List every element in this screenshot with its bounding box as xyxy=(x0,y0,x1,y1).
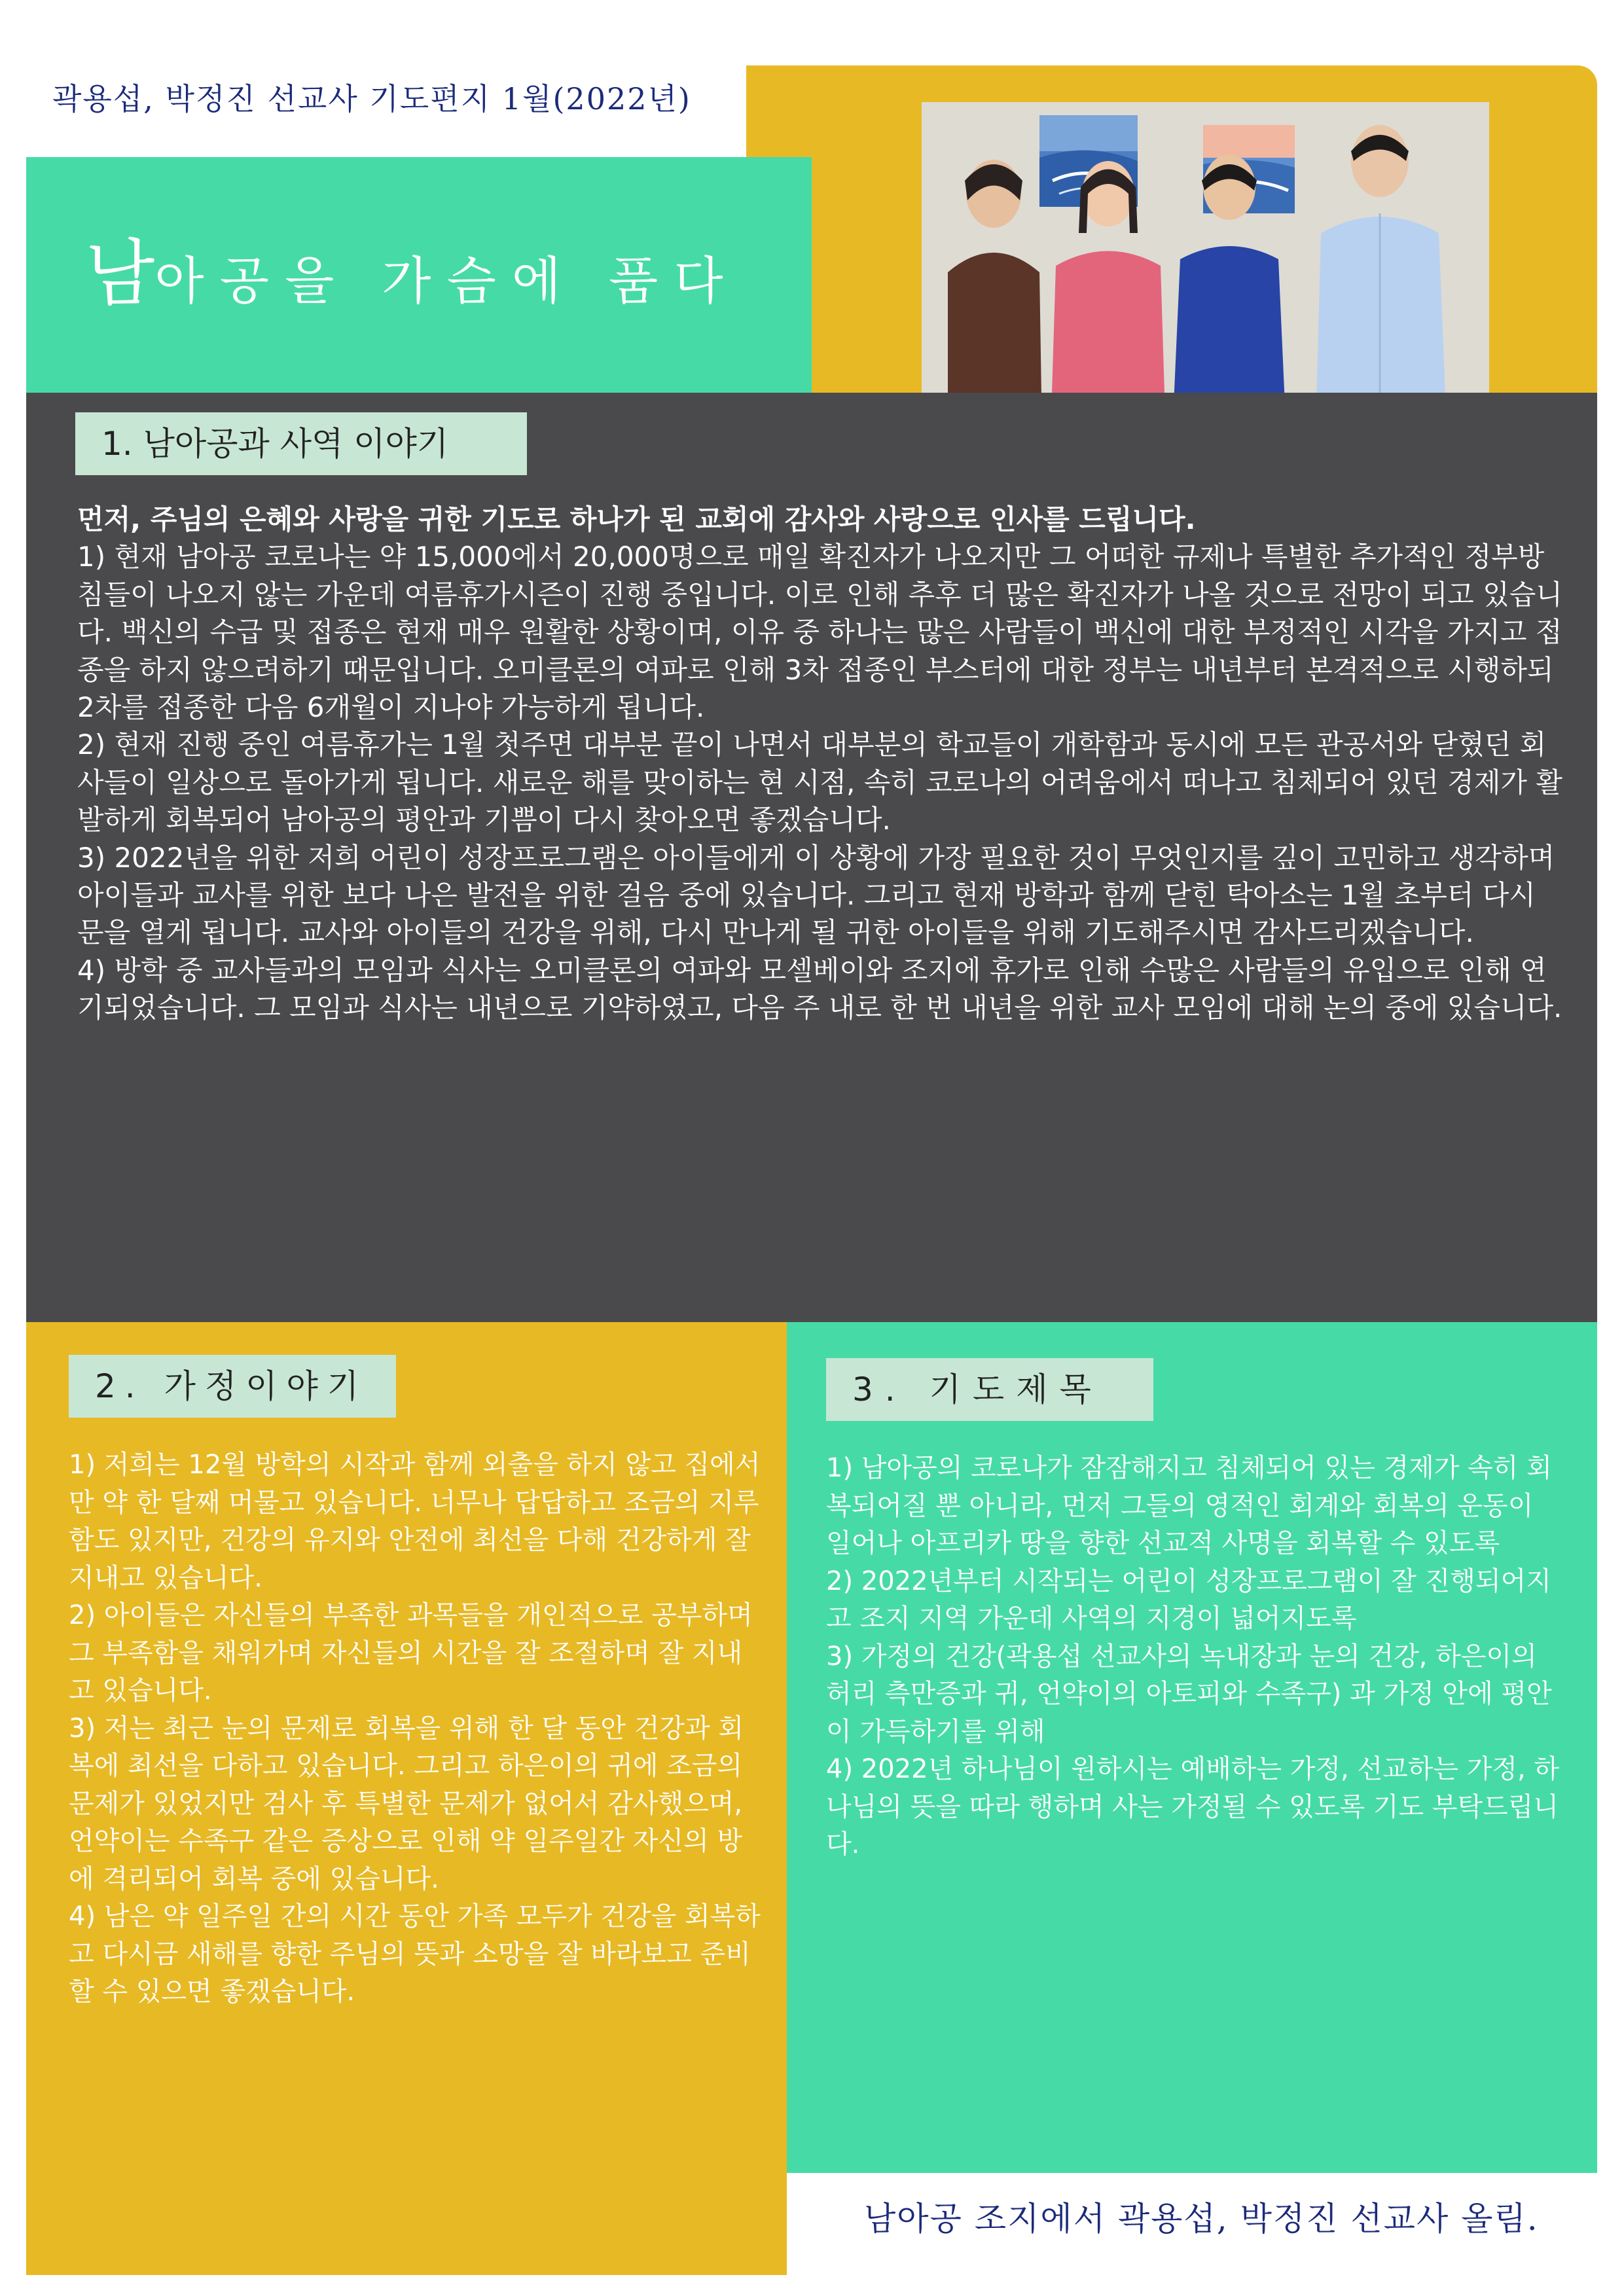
ministry-item: 1) 현재 남아공 코로나는 약 15,000에서 20,000명으로 매일 확진자가 나오지만 그 어떠한 규제나 특별한 추가적인 정부방침들이 나오지 않는 가운데 여름휴가시즌이 진행 중입니다. 이로 인해 추후 더 많은 확진자가 나올 것으로 전망이 되고 있습니다. 백신의 수급 및 접종은 현재 매우 원활한 상황이며, 이유 중 하나는 많은 사람들이 백신에 대한 부정적인 시각을 가지고 접종을 하지 않으려하기 때문입니다. 오미클론의 여파로 인해 3차 접종인 부스터에 대한 정부는 내년부터 본격적으로 시행하되 2차를 접종한 다음 6개월이 지나야 가능하게 됩니다. xyxy=(77,541,1562,724)
family-item: 3) 저는 최근 눈의 문제로 회복을 위해 한 달 동안 건강과 회복에 최선을 다하고 있습니다. 그리고 하은이의 귀에 조금의 문제가 있었지만 검사 후 특별한 문제가 없어서 감사했으며, 언약이는 수족구 같은 증상으로 인해 약 일주일간 자신의 방에 격리되어 회복 중에 있습니다. xyxy=(69,1713,744,1894)
ministry-item: 2) 현재 진행 중인 여름휴가는 1월 첫주면 대부분 끝이 나면서 대부분의 학교들이 개학함과 동시에 모든 관공서와 닫혔던 회사들이 일상으로 돌아가게 됩니다. 새로운 해를 맞이하는 현 시점, 속히 코로나의 어려움에서 떠나고 침체되어 있던 경제가 활발하게 회복되어 남아공의 평안과 기쁨이 다시 찾아오면 좋겠습니다. xyxy=(77,728,1562,836)
ministry-item: 3) 2022년을 위한 저희 어린이 성장프로그램은 아이들에게 이 상황에 가장 필요한 것이 무엇인지를 깊이 고민하고 생각하며 아이들과 교사를 위한 보다 나은 발전을 위한 걸음 중에 있습니다. 그리고 현재 방학과 함께 닫힌 탁아소는 1월 초부터 다시 문을 열게 됩니다. 교사와 아이들의 건강을 위해, 다시 만나게 될 귀한 아이들을 위해 기도해주시면 감사드리겠습니다. xyxy=(77,841,1555,949)
page-title-rest: 아공을 가슴에 품다 xyxy=(154,252,739,311)
family-item: 2) 아이들은 자신들의 부족한 과목들을 개인적으로 공부하며 그 부족함을 채워가며 자신들의 시간을 잘 조절하며 잘 지내고 있습니다. xyxy=(69,1600,753,1706)
section-ministry-heading: 1. 남아공과 사역 이야기 xyxy=(75,412,527,475)
prayer-item: 1) 남아공의 코로나가 잠잠해지고 침체되어 있는 경제가 속히 회복되어질 뿐 아니라, 먼저 그들의 영적인 회계와 회복의 운동이 일어나 아프리카 땅을 향한 선교적 사명을 회복할 수 있도록 xyxy=(826,1453,1552,1558)
ministry-item: 4) 방학 중 교사들과의 모임과 식사는 오미클론의 여파와 모셀베이와 조지에 휴가로 인해 수많은 사람들의 유입으로 인해 연기되었습니다. 그 모임과 식사는 내년으로 기약하였고, 다음 주 내로 한 번 내년을 위한 교사 모임에 대해 논의 중에 있습니다. xyxy=(77,954,1562,1024)
ministry-lead-text: 먼저, 주님의 은혜와 사랑을 귀한 기도로 하나가 된 교회에 감사와 사랑으로 인사를 드립니다. xyxy=(77,503,1196,535)
letter-header: 곽용섭, 박정진 선교사 기도편지 1월(2022년) xyxy=(52,81,691,117)
family-item: 1) 저희는 12월 방학의 시작과 함께 외출을 하지 않고 집에서만 약 한 달째 머물고 있습니다. 너무나 답답하고 조금의 지루함도 있지만, 건강의 유지와 안전에 최선을 다해 건강하게 잘 지내고 있습니다. xyxy=(69,1450,761,1593)
section-family-body xyxy=(69,1446,763,2011)
section-prayer-heading: 3. 기도제목 xyxy=(826,1358,1153,1421)
page-title-first-char: 남 xyxy=(85,232,155,315)
section-prayer-body xyxy=(826,1450,1566,1864)
prayer-item: 2) 2022년부터 시작되는 어린이 성장프로그램이 잘 진행되어지고 조지 지역 가운데 사역의 지경이 넓어지도록 xyxy=(826,1566,1551,1634)
section-family-heading: 2. 가정이야기 xyxy=(69,1355,396,1418)
signature: 남아공 조지에서 곽용섭, 박정진 선교사 올림. xyxy=(864,2200,1539,2238)
family-item: 4) 남은 약 일주일 간의 시간 동안 가족 모두가 건강을 회복하고 다시금 새해를 향한 주님의 뜻과 소망을 잘 바라보고 준비할 수 있으면 좋겠습니다. xyxy=(69,1901,761,2007)
page-title xyxy=(85,216,739,319)
prayer-item: 4) 2022년 하나님이 원하시는 예배하는 가정, 선교하는 가정, 하나님의 뜻을 따라 행하며 사는 가정될 수 있도록 기도 부탁드립니다. xyxy=(826,1754,1560,1859)
prayer-item: 3) 가정의 건강(곽용섭 선교사의 녹내장과 눈의 건강, 하은이의 허리 측만증과 귀, 언약이의 아토피와 수족구) 과 가정 안에 평안이 가득하기를 위해 xyxy=(826,1641,1552,1747)
section-ministry-body xyxy=(77,501,1570,1027)
